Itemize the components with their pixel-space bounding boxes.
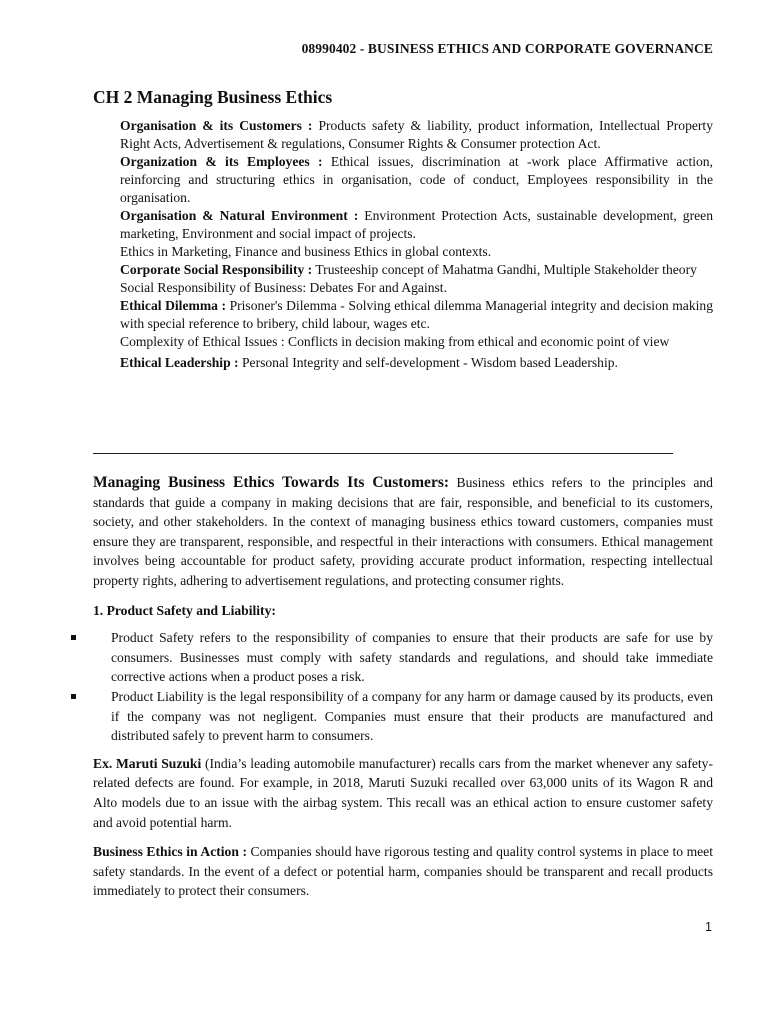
syllabus-text: Personal Integrity and self-development - Wisdom based Leadership. — [238, 355, 618, 370]
example-text: (India’s leading automobile manufacturer) recalls cars from the market whenever any safety-related defects are found. For example, in 2018, Maruti Suzuki recalled over 63,000 units of its Wagon R and Alto models due to an issue with the airbag system. This recall was an ethical action to ensure customer safety and avoid potential harm. — [93, 755, 713, 830]
syllabus-text: Ethical issues, discrimination at -work place Affirmative action, reinforcing and structuring ethics in organisation, code of conduct, Employees responsibility in the organisation. — [120, 154, 713, 205]
syllabus-term: Ethical Dilemma : — [120, 298, 227, 313]
syllabus-item — [120, 243, 713, 261]
in-action-label: Business Ethics in Action : — [93, 844, 247, 860]
main-content — [93, 473, 713, 911]
syllabus-term: Organisation & Natural Environment : — [120, 208, 359, 223]
syllabus-item — [120, 153, 713, 207]
syllabus-text: Trusteeship concept of Mahatma Gandhi, Multiple Stakeholder theory — [312, 262, 697, 277]
list-item-text: Product Liability is the legal responsibility of a company for any harm or damage caused by its products, even if the company was not negligent. Companies must ensure that their products are manufactured and distributed safely to prevent harm to consumers. — [111, 688, 713, 744]
bullet-list — [71, 628, 713, 746]
page-number: 1 — [705, 920, 712, 934]
syllabus-block — [120, 117, 713, 372]
syllabus-item — [120, 117, 713, 153]
syllabus-term: Corporate Social Responsibility : — [120, 262, 313, 277]
syllabus-item — [120, 261, 713, 279]
in-action-text: Companies should have rigorous testing and quality control systems in place to meet safety standards. In the event of a defect or potential harm, companies should be transparent and recall products immediately to protect their consumers. — [93, 844, 713, 899]
chapter-title: CH 2 Managing Business Ethics — [93, 87, 333, 107]
document-header: 08990402 - BUSINESS ETHICS AND CORPORATE GOVERNANCE — [301, 41, 713, 56]
list-item — [71, 687, 713, 746]
syllabus-item — [120, 354, 713, 372]
horizontal-divider — [93, 453, 673, 454]
intro-paragraph — [93, 473, 713, 591]
syllabus-text: Environment Protection Acts, sustainable development, green marketing, Environment and social impact of projects. — [120, 208, 713, 241]
syllabus-text: Ethics in Marketing, Finance and business Ethics in global contexts. — [120, 244, 492, 259]
in-action-paragraph — [93, 842, 713, 901]
list-item-text: Product Safety refers to the responsibility of companies to ensure that their products are safe for use by consumers. Businesses must comply with safety standards and regulations, and should take immediate corrective actions when a product poses a risk. — [111, 630, 713, 685]
syllabus-item — [120, 207, 713, 243]
intro-heading: Managing Business Ethics Towards Its Customers: — [93, 474, 450, 491]
syllabus-text: Social Responsibility of Business: Debates For and Against. — [120, 280, 447, 295]
syllabus-term: Ethical Leadership : — [120, 355, 239, 370]
syllabus-text: Prisoner's Dilemma - Solving ethical dilemma Managerial integrity and decision making with special reference to bribery, child labour, wages etc. — [120, 298, 713, 331]
syllabus-item — [120, 279, 713, 297]
example-paragraph — [93, 754, 713, 832]
intro-text: Business ethics refers to the principles and standards that guide a company in making decisions that are fair, responsible, and beneficial to its customers, society, and other stakeholders. In the context of managing business ethics toward customers, companies must ensure they are transparent, responsible, and respectful in their interactions with consumers. Ethical management involves being accountable for product safety, providing accurate product information, respecting intellectual property rights, adhering to advertisement regulations, and protecting consumer rights. — [93, 475, 713, 588]
syllabus-term: Organisation & its Customers : — [120, 118, 313, 133]
syllabus-text: Products safety & liability, product information, Intellectual Property Right Acts, Advertisement & regulations, Consumer Rights & Consumer protection Act. — [120, 118, 714, 151]
syllabus-term: Organization & its Employees : — [120, 154, 323, 169]
syllabus-item — [120, 297, 713, 333]
example-label: Ex. Maruti Suzuki — [93, 755, 202, 771]
syllabus-item — [120, 333, 713, 351]
bullet-icon — [71, 635, 76, 640]
section-heading: 1. Product Safety and Liability: — [93, 602, 276, 618]
list-item — [71, 628, 713, 687]
syllabus-text: Complexity of Ethical Issues : Conflicts in decision making from ethical and economic point of view — [120, 334, 670, 349]
bullet-icon — [71, 694, 76, 699]
